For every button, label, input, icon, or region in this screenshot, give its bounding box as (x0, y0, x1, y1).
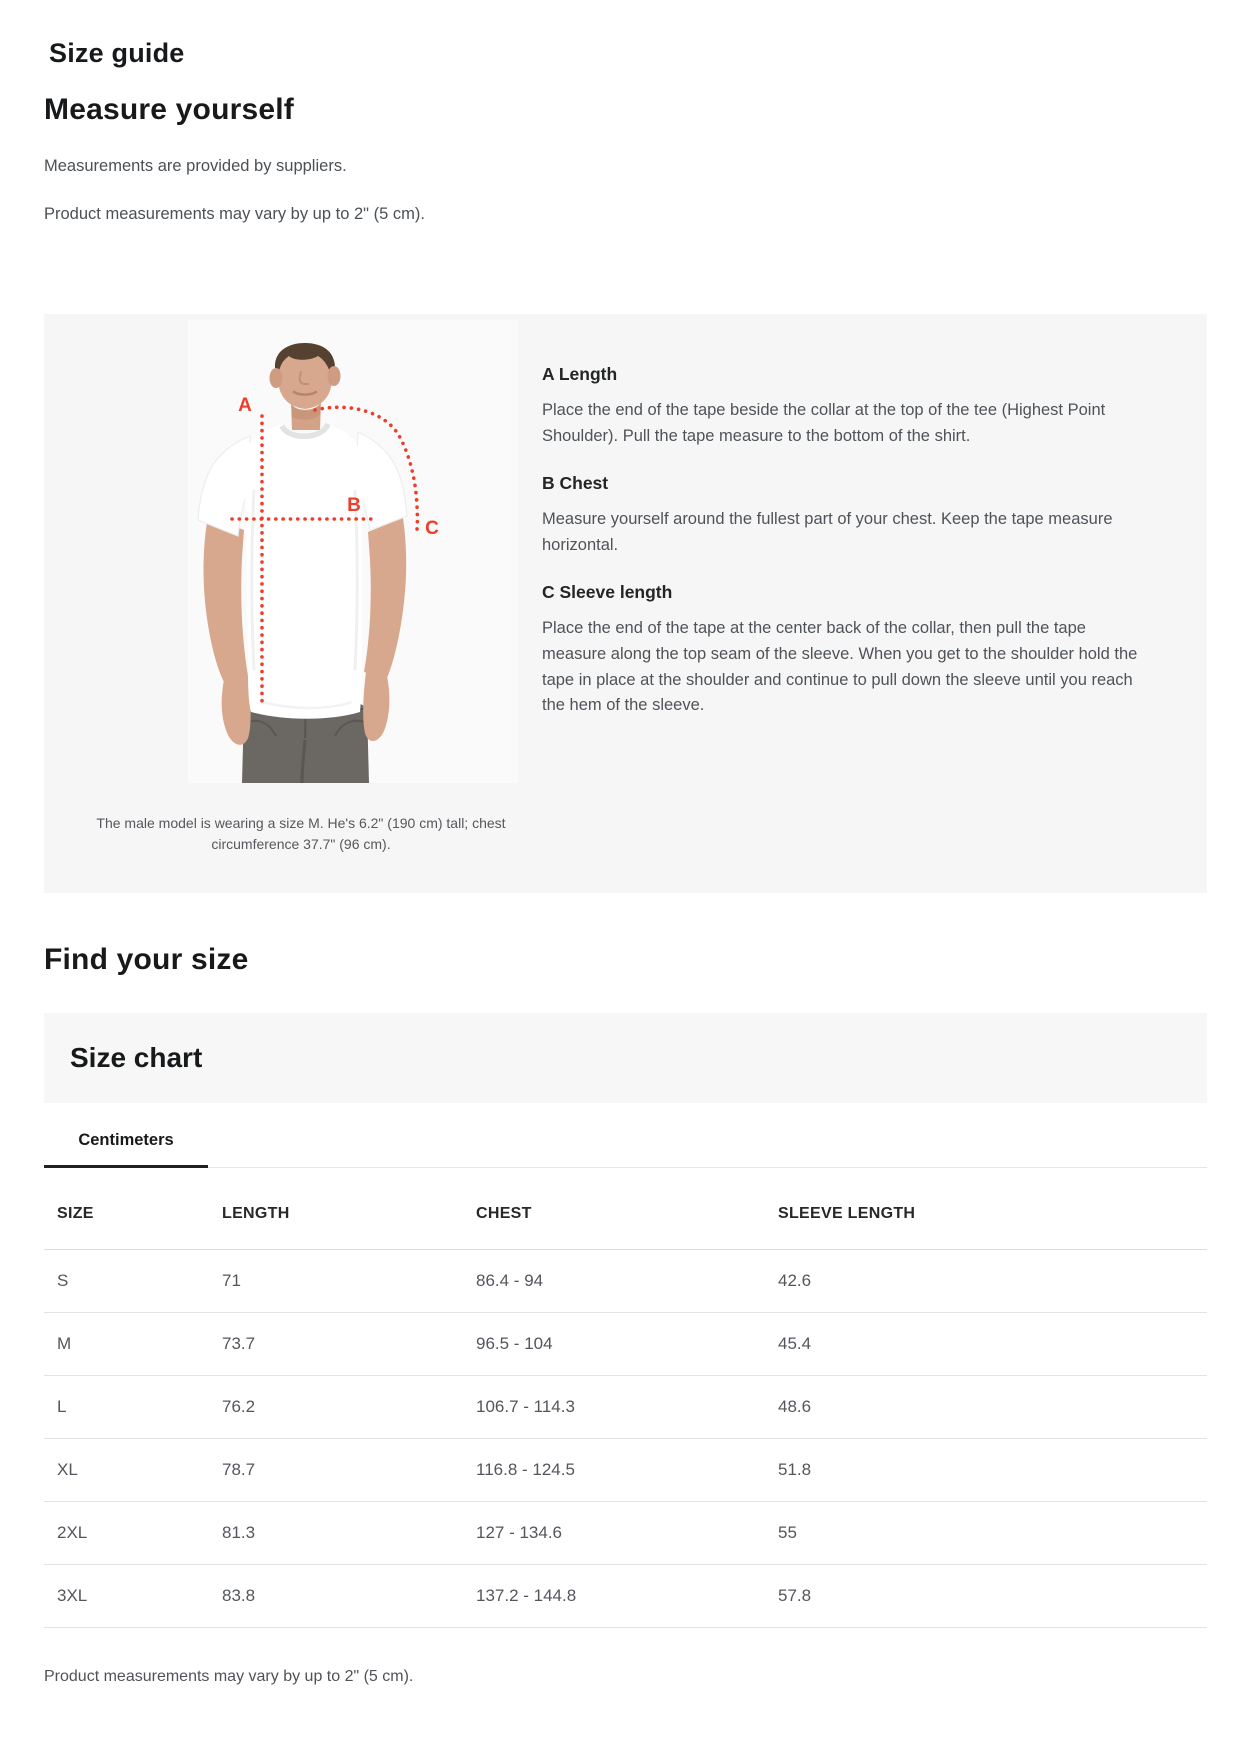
instruction-b-text: Measure yourself around the fullest part of your chest. Keep the tape measure horizontal. (542, 510, 1113, 554)
table-row (44, 1502, 1207, 1565)
cell-length: 73.7 (209, 1313, 463, 1376)
label-a-marker: A (238, 395, 252, 417)
cell-size: 3XL (44, 1565, 209, 1628)
table-row (44, 1250, 1207, 1313)
col-header-chest: CHEST (463, 1168, 765, 1250)
measure-panel (44, 314, 1207, 893)
table-row (44, 1439, 1207, 1502)
cell-chest: 127 - 134.6 (463, 1502, 765, 1565)
cell-length: 78.7 (209, 1439, 463, 1502)
find-your-size-heading: Find your size (44, 943, 249, 977)
instruction-b-heading: B Chest (542, 473, 609, 494)
instruction-a-text: Place the end of the tape beside the collar at the top of the tee (Highest Point Shoulder). Pull the tape measure to the bottom of the shirt. (542, 401, 1106, 445)
model-column (84, 320, 518, 855)
col-header-sleeve-length: SLEEVE LENGTH (765, 1168, 1207, 1250)
cell-chest: 86.4 - 94 (463, 1250, 765, 1313)
cell-sleeve: 57.8 (765, 1565, 1207, 1628)
cell-size: M (44, 1313, 209, 1376)
cell-sleeve: 42.6 (765, 1250, 1207, 1313)
label-c-marker: C (425, 518, 439, 540)
cell-size: XL (44, 1439, 209, 1502)
bottom-variance-note: Product measurements may vary by up to 2" (5 cm). (44, 1668, 414, 1686)
instruction-c-text: Place the end of the tape at the center back of the collar, then pull the tape measure along the top seam of the sleeve. When you get to the shoulder hold the tape in place at the shoulder and continue to pull down the sleeve until you reach the hem of the sleeve. (542, 619, 1138, 715)
cell-sleeve: 55 (765, 1502, 1207, 1565)
cell-sleeve: 45.4 (765, 1313, 1207, 1376)
cell-sleeve: 48.6 (765, 1376, 1207, 1439)
table-row (44, 1376, 1207, 1439)
instructions-column (518, 350, 1167, 729)
table-row (44, 1313, 1207, 1376)
tab-centimeters[interactable]: Centimeters (44, 1131, 208, 1168)
cell-size: 2XL (44, 1502, 209, 1565)
table-header-row (44, 1168, 1207, 1250)
unit-tabs (44, 1131, 1207, 1168)
instruction-c-heading: C Sleeve length (542, 582, 673, 603)
model-caption: The male model is wearing a size M. He's 6.2" (190 cm) tall; chest circumference 37.7" (96 cm). (96, 815, 506, 853)
intro-text-variance: Product measurements may vary by up to 2" (5 cm). (44, 205, 425, 224)
cell-length: 83.8 (209, 1565, 463, 1628)
cell-length: 71 (209, 1250, 463, 1313)
cell-length: 76.2 (209, 1376, 463, 1439)
instruction-a-heading: A Length (542, 364, 618, 385)
cell-chest: 96.5 - 104 (463, 1313, 765, 1376)
cell-size: L (44, 1376, 209, 1439)
cell-chest: 116.8 - 124.5 (463, 1439, 765, 1502)
intro-text-suppliers: Measurements are provided by suppliers. (44, 157, 347, 175)
cell-length: 81.3 (209, 1502, 463, 1565)
col-header-length: LENGTH (209, 1168, 463, 1250)
cell-chest: 137.2 - 144.8 (463, 1565, 765, 1628)
model-photo-measurement-diagram (188, 320, 518, 783)
size-chart-title: Size chart (70, 1042, 203, 1074)
size-chart-header-band (44, 1013, 1207, 1103)
label-b-marker: B (347, 495, 361, 517)
cell-size: S (44, 1250, 209, 1313)
cell-sleeve: 51.8 (765, 1439, 1207, 1502)
cell-chest: 106.7 - 114.3 (463, 1376, 765, 1439)
col-header-size: SIZE (44, 1168, 209, 1250)
size-table (44, 1168, 1207, 1628)
page-title: Size guide (49, 38, 185, 68)
table-row (44, 1565, 1207, 1628)
measure-yourself-heading: Measure yourself (44, 93, 294, 126)
